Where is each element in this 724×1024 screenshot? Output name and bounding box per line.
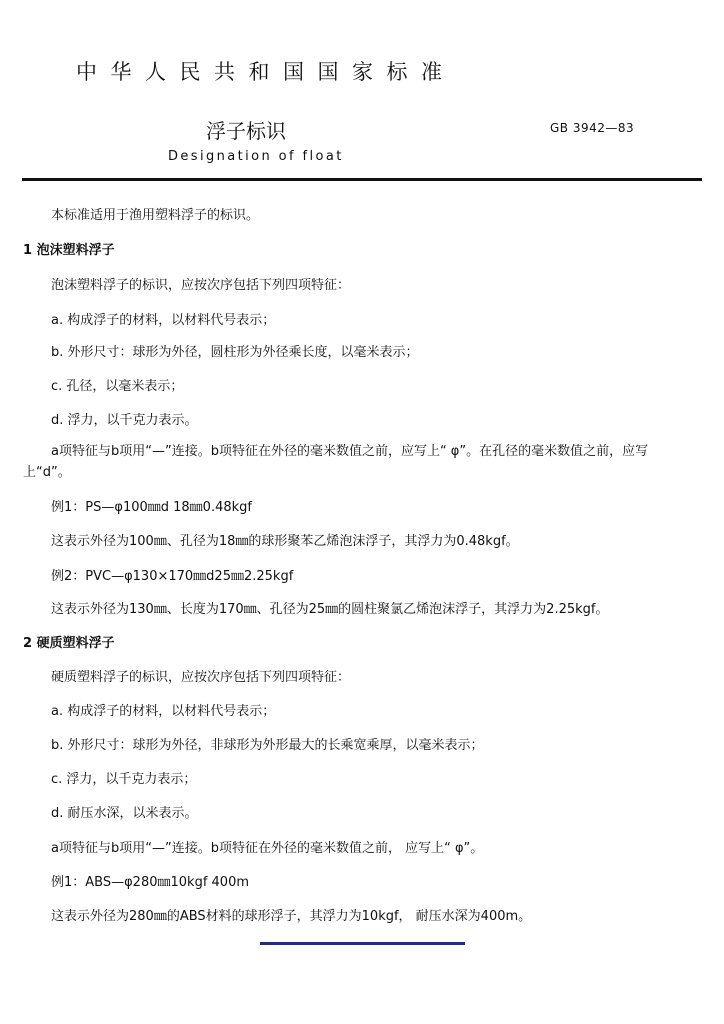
section1-example2-desc: 这表示外径为130㎜、长度为170㎜、孔径为25㎜的圆柱聚氯乙烯泡沫浮子，其浮力为2.25kgf。: [51, 602, 609, 617]
header-rule: [22, 178, 702, 181]
issuing-body: 中华人民共和国国家标准: [76, 60, 456, 84]
section1-heading: 1 泡沫塑料浮子: [23, 243, 115, 258]
section1-item-b: b. 外形尺寸：球形为外径，圆柱形为外径乘长度，以毫米表示；: [51, 345, 419, 360]
section2-heading: 2 硬质塑料浮子: [23, 636, 115, 651]
section1-item-a: a. 构成浮子的材料，以材料代号表示；: [51, 313, 276, 328]
section2-item-d: d. 耐压水深，以米表示。: [51, 806, 198, 821]
english-title: Designation of float: [168, 149, 344, 164]
section2-item-a: a. 构成浮子的材料，以材料代号表示；: [51, 704, 276, 719]
intro-paragraph: 本标准适用于渔用塑料浮子的标识。: [51, 208, 260, 223]
section1-lead: 泡沫塑料浮子的标识，应按次序包括下列四项特征：: [51, 278, 351, 293]
section2-example1-desc: 这表示外径为280㎜的ABS材料的球形浮子，其浮力为10kgf， 耐压水深为400m。: [51, 909, 532, 924]
section1-example1-desc: 这表示外径为100㎜、孔径为18㎜的球形聚苯乙烯泡沫浮子，其浮力为0.48kgf。: [51, 534, 519, 549]
section2-lead: 硬质塑料浮子的标识，应按次序包括下列四项特征：: [51, 670, 351, 685]
standard-number: GB 3942—83: [550, 121, 635, 135]
section1-example1: 例1：PS—φ100㎜d 18㎜0.48kgf: [51, 500, 252, 515]
end-rule: [260, 942, 465, 945]
document-title: 浮子标识: [206, 119, 286, 143]
section1-example2: 例2：PVC—φ130×170㎜d25㎜2.25kgf: [51, 569, 294, 584]
section1-item-d: d. 浮力，以千克力表示。: [51, 413, 198, 428]
section2-example1: 例1：ABS—φ280㎜10kgf 400m: [51, 875, 250, 890]
section2-rule-paragraph: a项特征与b项用“—”连接。b项特征在外径的毫米数值之前， 应写上“ φ”。: [51, 841, 484, 856]
section2-item-c: c. 浮力，以千克力表示；: [51, 772, 197, 787]
section1-item-c: c. 孔径，以毫米表示；: [51, 379, 184, 394]
section1-rule-paragraph: a项特征与b项用“—”连接。b项特征在外径的毫米数值之前，应写上“ φ”。在孔径的毫米数值之前，应写上“d”。: [23, 444, 649, 480]
section2-item-b: b. 外形尺寸：球形为外径，非球形为外形最大的长乘宽乘厚，以毫米表示；: [51, 738, 484, 753]
